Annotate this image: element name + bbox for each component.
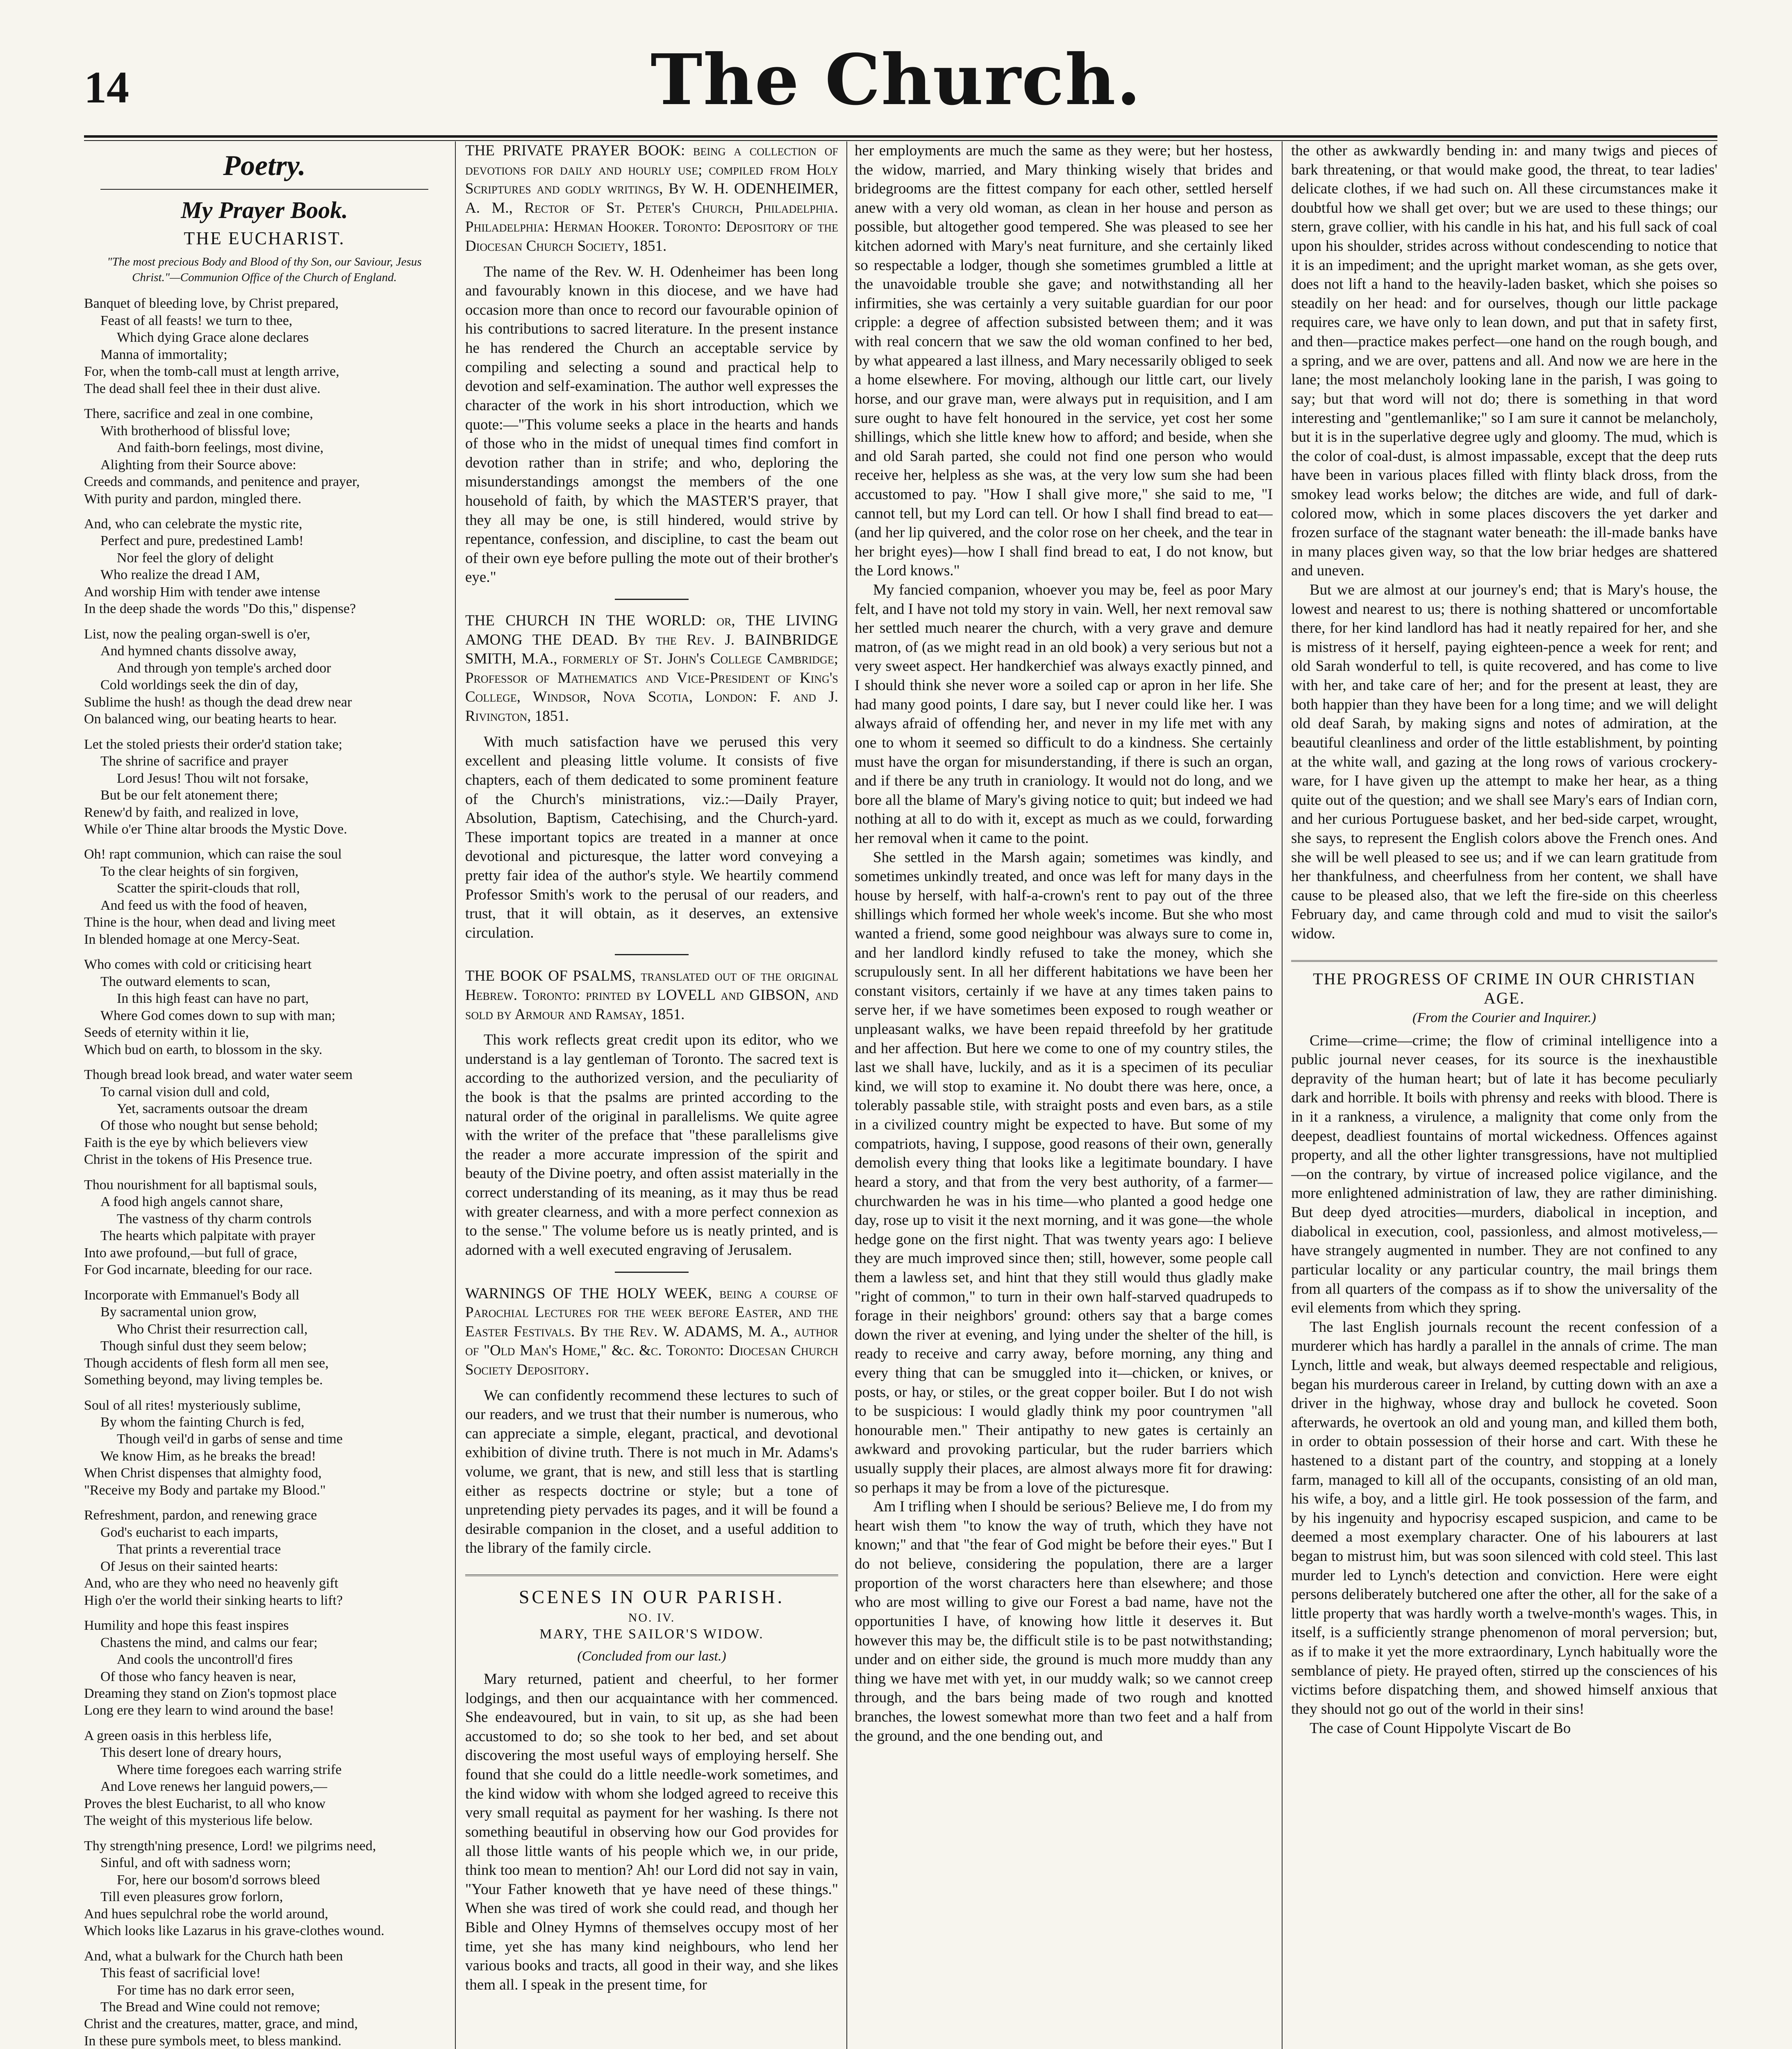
poem-stanza bbox=[84, 1617, 445, 1719]
poem-line: Dreaming they stand on Zion's topmost place bbox=[84, 1686, 337, 1701]
poem-line: Let the stoled priests their order'd station take; bbox=[84, 736, 343, 752]
poem-line: Who realize the dread I AM, bbox=[100, 567, 260, 583]
poem-line: But be our felt atonement there; bbox=[100, 788, 278, 803]
poem-stanza bbox=[84, 1948, 445, 2049]
poem-line: Where time foregoes each warring strife bbox=[117, 1762, 342, 1777]
review-text: With much satisfaction have we perused this very excellent and pleasing little volume. It consists of five chapters, each of them dedicated to some prominent feature of the Church's ministrations, viz.:—Daily Prayer, Absolution, Baptism, Catechising, and the Church-yard. These important topics are treated in a manner at once devotional and picturesque, the latter word conveying a pretty fair idea of the author's style. We heartily commend Professor Smith's work to the perusal of our readers, and trust, that it will obtain, as it deserves, an extensive circulation. bbox=[465, 733, 838, 941]
poem-line: Incorporate with Emmanuel's Body all bbox=[84, 1287, 300, 1303]
poem-line: The outward elements to scan, bbox=[100, 974, 271, 989]
poem-line: The vastness of thy charm controls bbox=[117, 1211, 312, 1227]
poem-line: Thine is the hour, when dead and living meet bbox=[84, 915, 336, 930]
poem-line: Christ in the tokens of His Presence true. bbox=[84, 1152, 313, 1168]
poem-line: Cold worldings seek the din of day, bbox=[100, 677, 298, 693]
poem-line: And through yon temple's arched door bbox=[117, 660, 331, 676]
poem-line: Creeds and commands, and penitence and prayer, bbox=[84, 474, 360, 490]
poem-line: Proves the blest Eucharist, to all who know bbox=[84, 1796, 326, 1811]
poem-line: High o'er the world their sinking hearts to lift? bbox=[84, 1592, 343, 1608]
poem-line: Oh! rapt communion, which can raise the soul bbox=[84, 847, 342, 862]
poem-line: By whom the fainting Church is fed, bbox=[100, 1414, 305, 1430]
poem-line: The hearts which palpitate with prayer bbox=[100, 1228, 315, 1244]
poem-line: Something beyond, may living temples be. bbox=[84, 1372, 323, 1388]
poem-stanza bbox=[84, 1066, 445, 1168]
poem-line: Banquet of bleeding love, by Christ prepared, bbox=[84, 296, 339, 311]
poem-line: The Bread and Wine could not remove; bbox=[100, 1999, 321, 2015]
poem-line: Though accidents of flesh form all men see, bbox=[84, 1355, 329, 1371]
column-divider bbox=[846, 141, 847, 2049]
poem-line: Long ere they learn to wind around the base! bbox=[84, 1703, 334, 1718]
poem-line: With brotherhood of blissful love; bbox=[100, 423, 291, 438]
poem-line: This desert lone of dreary hours, bbox=[100, 1745, 282, 1761]
divider bbox=[100, 189, 428, 190]
poem-line: And hymned chants dissolve away, bbox=[100, 643, 297, 659]
poem-stanza bbox=[84, 846, 445, 948]
poem-line: In this high feast can have no part, bbox=[117, 991, 309, 1006]
poem-line: Where God comes down to sup with man; bbox=[100, 1008, 336, 1023]
article-paragraph: But we are almost at our journey's end; that is Mary's house, the lowest and nearest to us; there is nothing shattered or uncomfortable there, for her kind landlord has had it neatly repaired for her, and she is mistress of it herself, paying eighteen-pence a week for rent; and old Sarah wonderful to tell, is quite recovered, and has come to live with her, and take care of her; and for the present at least, they are both happier than they have been for a long time; and we will delight old deaf Sarah, by making signs and notes of admiration, at the beautiful cleanliness and order of the little establishment, by pointing at the white wall, and gazing at the long rows of various crockery-ware, for I have given up the attempt to make her hear, as a thing quite out of the question; and we shall see Mary's ears of Indian corn, and her curious Portuguese basket, and her bed-side carpet, wrought, she says, to represent the English colors above the French ones. And she will be well pleased to see us; and if we can learn gratitude from her thankfulness, and cheerfulness from her content, we shall have cause to be pleased also, that we left the fire-side on this cheerless February day, and came through cold and mud to visit the sailor's widow. bbox=[1291, 582, 1717, 942]
article-paragraph: the other as awkwardly bending in: and many twigs and pieces of bark threatening, or that would make good, the threat, to tear ladies' delicate clothes, if we had such on. All these circumstances make it doubtful how we shall get over; but we are used to these things; our stern, grave collier, with his candle in his hat, and his full sack of coal upon his shoulder, strides across without condescending to notice that it is an impediment; and the upright market woman, as she gets over, does not lift a hand to the heavily-laden basket, which she poises so steadily on her head: and for ourselves, though our little package requires care, we have only to lean down, and put that in safety first, and then—practice makes perfect—one hand on the rough bough, and a spring, and we are over, pattens and all. And now we are here in the lane; the most melancholy looking lane in the parish, I was going to say; but that word will not do; there is something in that word interesting and "gentlemanlike;" so I am sure it cannot be melancholy, but it is in the superlative degree ugly and gloomy. The mud, which is the color of coal-dust, is almost impassable, except that the deep ruts have been in various places filled with flinty black dross, from the smokey lead works below; the ditches are wide, and full of dark-colored mow, which in some places discovers the yet darker and frozen surface of the stagnant water beneath: the ill-made banks have in many places given way, so that the low briar hedges are shattered and uneven. bbox=[1291, 142, 1717, 579]
poem-line: By sacramental union grow, bbox=[100, 1304, 257, 1320]
review-text: The name of the Rev. W. H. Odenheimer has been long and favourably known in this diocese, and we have had occasion more than once to record our favourable opinion of his contributions to sacred literature. In the present instance he has rendered the Church an acceptable service by compiling and selecting a sound and practical help to devotion and self-examination. The author well expresses the character of the work in his short introduction, which we quote:—"This volume seeks a place in the hearts and hands of those who in the midst of unequal times find comfort in devotion rather than in strife; and who, deploring the misunderstandings amongst the members of the one household of faith, by which the MASTER'S prayer, that they all may be one, is still hindered, would strive by repentance, confession, and discipline, to cast the beam out of their own eye before pulling the mote out of their brother's eye." bbox=[465, 263, 838, 586]
poem-line: Which dying Grace alone declares bbox=[117, 330, 309, 345]
poem-line: The shrine of sacrifice and prayer bbox=[100, 754, 288, 769]
poem-line: Who comes with cold or criticising heart bbox=[84, 957, 312, 972]
article-paragraph: Mary returned, patient and cheerful, to her former lodgings, and then our acquaintance with her commenced. She endeavoured, but in vain, to sit up, as she had been accustomed to do; so she took to her bed, and set about discovering the most useful ways of employing herself. She found that she could do a little needle-work sometimes, and the kind widow with whom she lodged agreed to receive this very small requital as payment for her washing. Is there not something beautiful in observing how our God provides for all those little wants of his people which we, in our pride, think too mean to mention? Ah! our Lord did not say in vain, "Your Father knoweth that ye have need of these things." When she was tired of work she could read, and though her Bible and Olney Hymns of themselves occupy most of her time, yet she has many kind neighbours, who lend her various books and tracts, all good in their way, and she likes them all. I speak in the present time, for bbox=[465, 1671, 838, 1993]
poem-stanza bbox=[84, 1838, 445, 1940]
poem-line: A green oasis in this herbless life, bbox=[84, 1728, 272, 1743]
poem-line: Though sinful dust they seem below; bbox=[100, 1338, 307, 1354]
review-text: This work reflects great credit upon its editor, who we understand is a lay gentleman of Toronto. The sacred text is according to the authorized version, and the peculiarity of the book is that the psalms are printed according to the natural order of the original in parallelisms. We quite agree with the writer of the preface that "these parallelisms give the reader a more accurate impression of the spirit and beauty of the Divine poetry, and often assist materially in the correct understanding of its meaning, as it may thus be read with greater clearness, and with a more perfect connexion as to the sense." The volume before us is neatly printed, and is adorned with a well executed engraving of Jerusalem. bbox=[465, 1031, 838, 1258]
poem-line: List, now the pealing organ-swell is o'er, bbox=[84, 626, 310, 642]
poem-line: Though bread look bread, and water water seem bbox=[84, 1067, 353, 1083]
poem-line: Of those who nought but sense behold; bbox=[100, 1118, 318, 1134]
poem-line: This feast of sacrificial love! bbox=[100, 1965, 261, 1981]
poem-line: Scatter the spirit-clouds that roll, bbox=[117, 881, 300, 896]
poem-line: Thou nourishment for all baptismal souls, bbox=[84, 1177, 317, 1193]
poem-line: For, when the tomb-call must at length arrive, bbox=[84, 364, 339, 379]
masthead-rule bbox=[84, 135, 1717, 141]
article-title: THE PROGRESS OF CRIME IN OUR CHRISTIAN AGE. bbox=[1291, 960, 1717, 1008]
article-subtitle: MARY, THE SAILOR'S WIDOW. bbox=[539, 1626, 764, 1642]
poem-line: And, what a bulwark for the Church hath been bbox=[84, 1948, 343, 1964]
poem-line: And feed us with the food of heaven, bbox=[100, 897, 307, 913]
article-paragraph: her employments are much the same as they were; but her hostess, the widow, married, and Mary thinking wisely that brides and bridegrooms are the fittest company for each other, settled herself anew with a very old woman, as clean in her house and person as possible, but altogether good tempered. She was pleased to see her kitchen adorned with Mary's neat furniture, and she certainly liked so respectable a lodger, though she sometimes grumbled a little at the unavoidable trouble she gave; and notwithstanding all her infirmities, she was certainly a very suitable guardian for our poor cripple: a degree of affection subsisted between them; and it was with real concern that we saw the old woman confined to her bed, by what appeared a last illness, and Mary necessarily obliged to seek a home elsewhere. For moving, although our little cart, our lively horse, and our grave man, were always put in requisition, and I am sure ought to have felt honoured in the service, yet cost her some shillings, which she little knew how to afford; and beside, when she and old Sarah parted, she could not find one person who would receive her, helpless as she was, at the very low sum she had been accustomed to pay. "How I shall give more," she said to me, "I cannot tell, but my Lord can tell. Or how I shall find bread to eat—(and her lip quivered, and the color rose on her cheek, and the tear in her bright eyes)—how I shall find bread to eat, I do not know, but the Lord knows." bbox=[855, 142, 1273, 579]
poem-line: Of those who fancy heaven is near, bbox=[100, 1669, 296, 1684]
article-source: (From the Courier and Inquirer.) bbox=[1412, 1010, 1596, 1025]
separator bbox=[615, 954, 689, 955]
poem-subtitle: THE EUCHARIST. bbox=[184, 228, 345, 248]
poem-line: Refreshment, pardon, and renewing grace bbox=[84, 1508, 317, 1523]
poem-line: To the clear heights of sin forgiven, bbox=[100, 863, 299, 879]
poem-stanza bbox=[84, 1507, 445, 1609]
masthead: The Church. bbox=[650, 39, 1142, 121]
poem-stanza bbox=[84, 956, 445, 1058]
poem-line: Lord Jesus! Thou wilt not forsake, bbox=[117, 770, 309, 786]
poem-line: With purity and pardon, mingled there. bbox=[84, 491, 302, 507]
poem-line: Faith is the eye by which believers view bbox=[84, 1135, 308, 1150]
poem-body bbox=[84, 295, 445, 2049]
poem-line: Seeds of eternity within it lie, bbox=[84, 1025, 249, 1040]
poem-line: In the deep shade the words "Do this," dispense? bbox=[84, 601, 356, 617]
poem-line: For time has no dark error seen, bbox=[117, 1982, 295, 1998]
poem-line: And, who are they who need no heavenly gift bbox=[84, 1576, 339, 1591]
poem-line: Of Jesus on their sainted hearts: bbox=[100, 1558, 278, 1574]
article-paragraph: Crime—crime—crime; the flow of criminal intelligence into a public journal never ceases, for its source is the inexhaustible depravity of the human heart; but of late it has become peculiarly dark and horrible. It boils with phrensy and reeks with blood. There is in it a rankness, a virulence, a malignity that come only from the deepest, deadliest fountains of mortal wickedness. Offences against property, and all the other lighter transgressions, have not multiplied—on the contrary, by virtue of increased police vigilance, and the more enlightened administration of law, they are rather diminishing. But deep dyed atrocities—murders, diabolical in inception, and diabolical in execution, cool, passionless, and almost motiveless,—have strangely augmented in number. They are not confined to any particular locality or any particular country, the mail brings them from all quarters of the compass as if to show the universality of the evil elements from which they spring. bbox=[1291, 1032, 1717, 1317]
poem-line: Though veil'd in garbs of sense and time bbox=[117, 1431, 343, 1447]
poem-line: Manna of immortality; bbox=[100, 347, 227, 362]
article-paragraph: The last English journals recount the recent confession of a murderer which has hardly a parallel in the annals of crime. The man Lynch, little and weak, but always deemed respectable and religious, began his murderous career in Ireland, by cutting down with an axe a driver in the highway, whose dray and bullock he coveted. Soon afterwards, he overtook an old and young man, and killed them both, in order to obtain possession of their horse and cart. With these he hastened to a distant part of the country, and stopping at a lonely farm, managed to kill all of the occupants, consisting of an old man, his wife, a boy, and a little girl. He took possession of the farm, and by his ingenuity and hypocrisy escaped suspicion, and came to be deemed a most exemplary character. One of his labourers at last began to mistrust him, but was soon silenced with cold steel. This last murder led to Lynch's detection and conviction. Here were eight persons deliberately butchered one after the other, all for the sake of a little property that was hardly worth a twelve-month's wages. This, in itself, is a sufficiently strange phenomenon of moral perversion; but, as if to make it yet the more extraordinary, Lynch habitually wore the semblance of piety. He prayed often, stirred up the consciences of his victims before dispatching them, and showed himself anxious that they should not go out of the world in their sins! bbox=[1291, 1318, 1717, 1717]
poem-line: When Christ dispenses that almighty food, bbox=[84, 1465, 322, 1481]
poem-line: Soul of all rites! mysteriously sublime, bbox=[84, 1397, 301, 1413]
poem-line: Yet, sacraments outsoar the dream bbox=[117, 1101, 308, 1116]
review-text: We can confidently recommend these lectures to such of our readers, and we trust that their number is numerous, who can appreciate a simple, elegant, practical, and devotional exhibition of divine truth. There is not much in Mr. Adams's volume, we grant, that is new, and still less that is startling either as respects doctrine or style; but a tone of unpretending piety pervades its pages, and it will be found a desirable companion in the closet, and a useful addition to the library of the family circle. bbox=[465, 1387, 838, 1557]
poem-line: Chastens the mind, and calms our fear; bbox=[100, 1635, 318, 1650]
poem-line: Into awe profound,—but full of grace, bbox=[84, 1245, 298, 1261]
poem-line: And, who can celebrate the mystic rite, bbox=[84, 516, 302, 532]
article-paragraph: Am I trifling when I should be serious? Believe me, I do from my heart wish them "to know the way of truth, which they have not known;" and that "the fear of God might be before their eyes." But I do not believe, considering the population, there are a larger proportion of the worst characters here than elsewhere; and those who are most willing to give our Forest a bad name, have not the opportunities I have, of knowing how little it deserves it. But however this may be, the difficult stile is to be past notwithstanding; under and on either side, the ground is much more muddy than any thing we have met with yet, in our muddy walk; so we cannot creep through, and the bars being made of two rough and knotted branches, the lowest somewhat more than two feet and a half from the ground, and the one bending out, and bbox=[855, 1498, 1273, 1745]
page-number: 14 bbox=[84, 62, 129, 112]
poem-line: Feast of all feasts! we turn to thee, bbox=[100, 313, 293, 328]
poem-line: Till even pleasures grow forlorn, bbox=[100, 1889, 283, 1905]
poem-line: Which bud on earth, to blossom in the sky. bbox=[84, 1042, 323, 1057]
review-title: WARNINGS OF THE HOLY WEEK, being a course of Parochial Lectures for the week before Easter, and the Easter Festivals. By the Rev. W. ADAMS, M. A., author of "Old Man's Home," &c. &c. Toronto: Diocesan Church Society Depository. bbox=[465, 1285, 838, 1378]
poem-line: For God incarnate, bleeding for our race. bbox=[84, 1262, 312, 1278]
poem-stanza bbox=[84, 1397, 445, 1499]
poem-line: Thy strength'ning presence, Lord! we pilgrims need, bbox=[84, 1838, 376, 1854]
separator bbox=[615, 1272, 689, 1273]
article-note: (Concluded from our last.) bbox=[577, 1649, 726, 1664]
article-number: NO. IV. bbox=[628, 1611, 675, 1625]
column-divider bbox=[455, 141, 456, 2049]
poem-line: Christ and the creatures, matter, grace, and mind, bbox=[84, 2016, 358, 2032]
column-story bbox=[855, 141, 1273, 2049]
poem-title: My Prayer Book. bbox=[181, 197, 348, 223]
poem-line: That prints a reverential trace bbox=[117, 1542, 281, 1557]
poem-line: While o'er Thine altar broods the Mystic Dove. bbox=[84, 821, 347, 837]
article-paragraph: The case of Count Hippolyte Viscart de Bo bbox=[1310, 1720, 1571, 1737]
poem-line: We know Him, as he breaks the bread! bbox=[100, 1448, 316, 1464]
poem-line: For, here our bosom'd sorrows bleed bbox=[117, 1872, 320, 1888]
poem-stanza bbox=[84, 626, 445, 728]
poem-line: In blended homage at one Mercy-Seat. bbox=[84, 931, 300, 947]
poem-line: Sinful, and oft with sadness worn; bbox=[100, 1855, 291, 1871]
poem-line: The dead shall feel thee in their dust alive. bbox=[84, 381, 321, 396]
poem-line: Sublime the hush! as though the dead drew near bbox=[84, 694, 352, 710]
poem-epigraph: "The most precious Body and Blood of thy Son, our Saviour, Jesus Christ."—Communion Office of the Church of England. bbox=[107, 255, 422, 284]
poem-line: Alighting from their Source above: bbox=[100, 457, 296, 472]
poem-line: Nor feel the glory of delight bbox=[117, 550, 274, 566]
review-title: THE PRIVATE PRAYER BOOK: being a collection of devotions for daily and hourly use; compiled from Holy Scriptures and godly writings, By W. H. ODENHEIMER, A. M., Rector of St. Peter's Church, Philadelphia. Philadelphia: Herman Hooker. Toronto: Depository of the Diocesan Church Society, 1851. bbox=[465, 142, 838, 255]
poem-line: A food high angels cannot share, bbox=[100, 1194, 283, 1210]
column-divider bbox=[1282, 141, 1283, 2049]
poem-line: And Love renews her languid powers,— bbox=[100, 1779, 327, 1795]
poem-stanza bbox=[84, 405, 445, 507]
poem-line: Renew'd by faith, and realized in love, bbox=[84, 804, 299, 820]
poem-line: Humility and hope this feast inspires bbox=[84, 1618, 289, 1633]
column-poetry bbox=[84, 141, 445, 2049]
poem-stanza bbox=[84, 516, 445, 618]
poem-line: Perfect and pure, predestined Lamb! bbox=[100, 533, 304, 549]
poem-line: There, sacrifice and zeal in one combine, bbox=[84, 406, 313, 422]
poem-stanza bbox=[84, 1727, 445, 1829]
poem-line: And faith-born feelings, most divine, bbox=[117, 440, 324, 456]
article-paragraph: She settled in the Marsh again; sometimes was kindly, and sometimes unkindly treated, and once was left for many days in the house by herself, with half-a-crown's rent to pay out of the three shillings which formed her whole week's income. But she who most wanted a friend, some good neighbour was always sure to come in, and her landlord kindly refused to take the money, which she scrupulously sent. In all her different habitations we have been her constant visitors, certainly if we have at any times taken pains to serve her, if we have sometimes been exposed to rough weather or unpleasant walks, we have been repaid threefold by her gratitude and her affection. But here we come to one of my country stiles, the last we shall have, luckily, and as it is a specimen of its peculiar kind, we will stop to examine it. No doubt there was here, once, a tolerably passable stile, with straight posts and even bars, as a stile in a civilized country might be expected to have. But some of my compatriots, having, I suppose, good reasons of their own, generally demolish every thing that looks like a legitimate boundary. I have heard a story, and that from the very best authority, of a farmer—churchwarden he was in his time—who planted a good hedge one day, rose up to visit it the next morning, and it was gone—the whole hedge gone on the first night. That was twenty years ago: I believe they are much improved since then; still, however, some people call them a lawless set, and hint that they still would thus gladly make "right of common," to turn in their own half-starved quadrupeds to forage in their neighbors' ground: others say that a barge comes down the river at evening, and lying under the shelter of the hill, is ready to receive and carry away, before morning, any thing and every thing that can be smuggled into it—chicken, or knives, or posts, or hay, or stiles, or the great copper boiler. But I do not wish to be suspicious: I would gladly think my poor countrymen "all honourable men." Their antipathy to new gates is certainly an awkward and provoking particular, but the ruder barriers which usually supply their places, are almost always more fit for drawing: so perhaps it may be from a love of the picturesque. bbox=[855, 849, 1273, 1496]
poem-line: And worship Him with tender awe intense bbox=[84, 584, 320, 600]
separator bbox=[615, 599, 689, 600]
poem-line: The weight of this mysterious life below. bbox=[84, 1813, 313, 1829]
poem-line: And hues sepulchral robe the world around, bbox=[84, 1906, 328, 1922]
column-reviews bbox=[465, 141, 838, 2049]
poem-stanza bbox=[84, 1177, 445, 1279]
poem-line: God's eucharist to each imparts, bbox=[100, 1524, 278, 1540]
column-story-end bbox=[1291, 141, 1717, 2049]
poem-stanza bbox=[84, 736, 445, 838]
poem-stanza bbox=[84, 295, 445, 397]
article-paragraph: My fancied companion, whoever you may be, feel as poor Mary felt, and I have not told my story in vain. Well, her next removal saw her settled much nearer the church, with a very grave and demure matron, of (as we might read in an old book) a very serious but not a very sweet aspect. Her handkerchief was always exactly pinned, and I should think she never wore a soiled cap or apron in her life. She had many good points, I dare say, but I never could like her. I was always afraid of offending her, and never in my life met with any one to whom it seemed so difficult to do a kindness. She certainly must have the organ for misunderstanding, if there is such an organ, and if there be any truth in craniology. It would not do long, and we bore all the blame of Mary's giving notice to quit; but indeed we had nothing at all to do with it, except as much as we could, forwarding her removal when it came to the point. bbox=[855, 582, 1273, 847]
poem-line: Which looks like Lazarus in his grave-clothes wound. bbox=[84, 1923, 384, 1939]
poem-line: In these pure symbols meet, to bless mankind. bbox=[84, 2033, 341, 2049]
poem-line: And cools the uncontroll'd fires bbox=[117, 1652, 293, 1667]
poem-line: Who Christ their resurrection call, bbox=[117, 1321, 308, 1337]
poetry-heading: Poetry. bbox=[223, 150, 306, 182]
review-title: THE CHURCH IN THE WORLD: or, THE LIVING AMONG THE DEAD. By the Rev. J. BAINBRIDGE SMITH, M.A., formerly of St. John's College Cambridge; Professor of Mathematics and Vice-President of King's College, Windsor, Nova Scotia, London: F. and J. Rivington, 1851. bbox=[465, 612, 838, 725]
article-title: SCENES IN OUR PARISH. bbox=[465, 1574, 838, 1608]
poem-stanza bbox=[84, 1287, 445, 1389]
poem-line: "Receive my Body and partake my Blood." bbox=[84, 1482, 326, 1498]
poem-line: On balanced wing, our beating hearts to hear. bbox=[84, 711, 337, 727]
review-title: THE BOOK OF PSALMS, translated out of the original Hebrew. Toronto: printed by LOVELL and GIBSON, and sold by Armour and Ramsay, 1851. bbox=[465, 968, 838, 1023]
poem-line: To carnal vision dull and cold, bbox=[100, 1084, 270, 1099]
